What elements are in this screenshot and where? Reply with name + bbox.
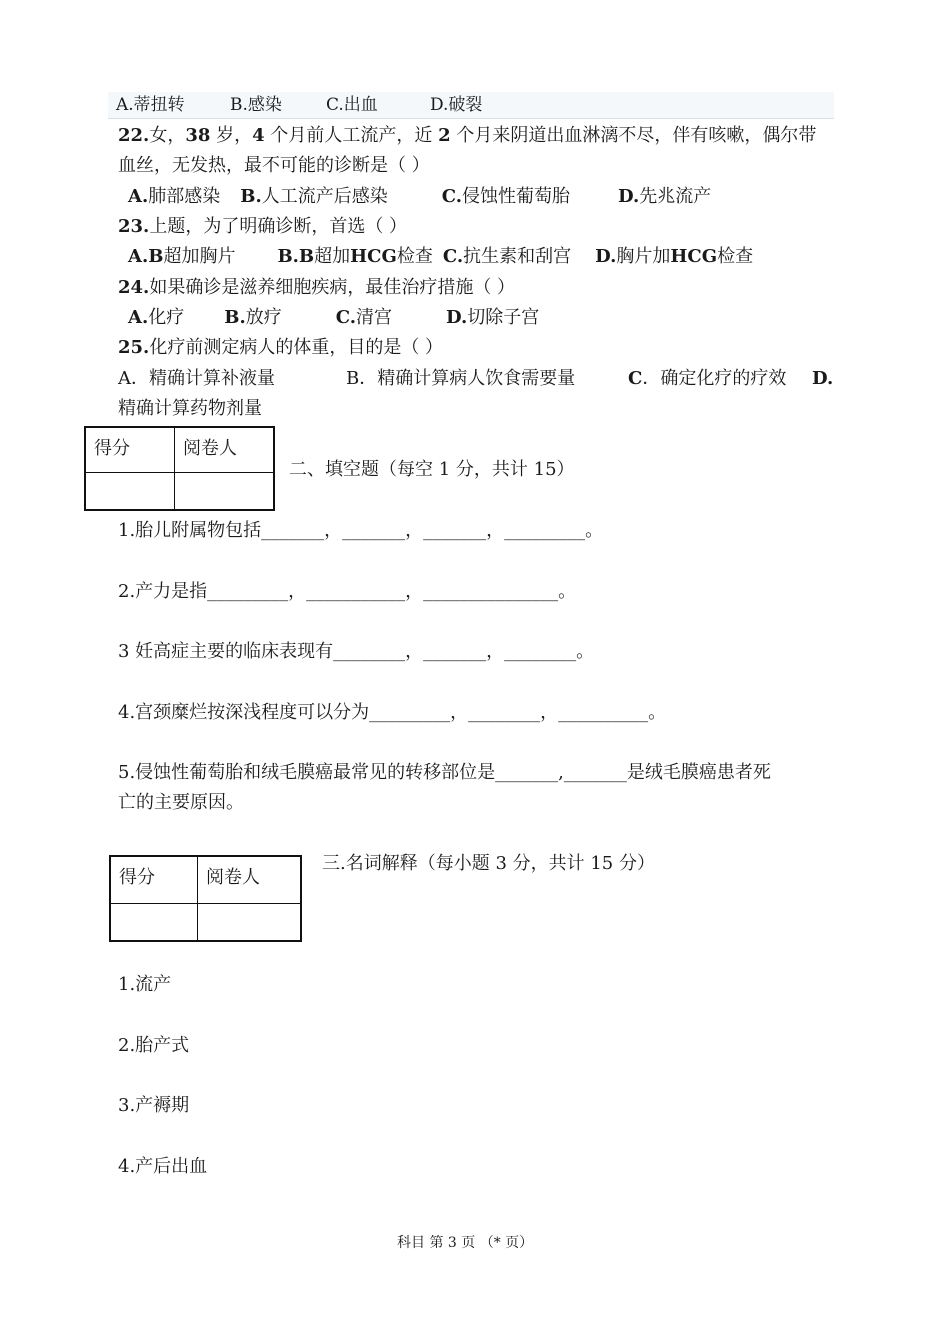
- grader-header: 阅卷人: [175, 427, 275, 473]
- q22-line1: [118, 121, 816, 151]
- q21-option-c: C.出血: [326, 95, 378, 115]
- q25-opt-b: B．精确计算病人饮食需要量: [346, 368, 576, 389]
- q23-opt-b-text1: 超加: [314, 246, 351, 267]
- q22-opt-d-letter: D.: [618, 186, 640, 207]
- q25-opt-d-letter: D.: [812, 368, 834, 389]
- q25-opt-c-text: ．确定化疗的疗效: [642, 368, 787, 389]
- q25-stem: [118, 333, 443, 363]
- q22-text-c: 岁，: [210, 125, 253, 146]
- fill-item-5-cont: 亡的主要原因。: [118, 792, 244, 813]
- grader-cell[interactable]: [175, 473, 275, 511]
- q24-options: [128, 303, 539, 333]
- q22-text-b: 38: [185, 125, 211, 146]
- q23-options: [128, 242, 753, 272]
- q25-opt-d-text: 精确计算药物剂量: [118, 398, 262, 419]
- q22-options: [128, 182, 711, 212]
- q24-opt-a-text: 化疗: [148, 307, 185, 328]
- q22-opt-c-text: 侵蚀性葡萄胎: [462, 186, 570, 207]
- q22-text-f: 2: [438, 125, 451, 146]
- q24-number: 24.: [118, 277, 150, 298]
- q25-opt-c-letter: C: [628, 368, 643, 389]
- q24-opt-a-letter: A.: [128, 307, 149, 328]
- q22-opt-a-letter: A.: [128, 186, 149, 207]
- section3-title: 三.名词解释（每小题 3 分，共计 15 分）: [322, 853, 655, 874]
- grader-cell[interactable]: [198, 904, 302, 942]
- score-table-section2: [84, 426, 275, 511]
- q24-text: 如果确诊是滋养细胞疾病，最佳治疗措施（ ）: [149, 277, 516, 298]
- q23-opt-d-letter: D.: [595, 246, 617, 267]
- q22-opt-a-text: 肺部感染: [148, 186, 221, 207]
- q21-option-a: A.蒂扭转: [116, 95, 185, 115]
- q21-option-b: B.感染: [230, 95, 282, 115]
- q21-option-d: D.破裂: [430, 95, 483, 115]
- q25-opt-c: [628, 364, 786, 394]
- q25-opt-a: A．精确计算补液量: [118, 368, 275, 389]
- score-cell[interactable]: [110, 904, 198, 942]
- q21-options-row: [108, 92, 834, 119]
- q24-opt-b-text: 放疗: [245, 307, 282, 328]
- q24-opt-c-letter: C.: [335, 307, 356, 328]
- q24-opt-d-letter: D.: [446, 307, 468, 328]
- q23-opt-c-letter: C.: [442, 246, 464, 267]
- term-item-2: 2.胎产式: [118, 1035, 190, 1056]
- q23-opt-c-text: 抗生素和刮宫: [463, 246, 572, 267]
- q24-opt-d-text: 切除子宫: [467, 307, 540, 328]
- term-item-3: 3.产褥期: [118, 1095, 190, 1116]
- fill-item-4: 4.宫颈糜烂按深浅程度可以分为_________，________，__________。: [118, 702, 667, 723]
- q23-opt-a-text: 超加胸片: [163, 246, 236, 267]
- score-header: 得分: [85, 427, 175, 473]
- term-item-1: 1.流产: [118, 974, 172, 995]
- q23-stem: [118, 212, 407, 242]
- score-header: 得分: [110, 856, 198, 904]
- q23-number: 23.: [118, 216, 150, 237]
- q25-text: 化疗前测定病人的体重，目的是（ ）: [149, 337, 444, 358]
- q22-opt-b-letter: B.: [240, 186, 262, 207]
- term-item-4: 4.产后出血: [118, 1156, 208, 1177]
- section2-title: 二、填空题（每空 1 分，共计 15）: [289, 459, 575, 480]
- q22-opt-c-letter: C.: [441, 186, 462, 207]
- fill-item-3: 3 妊高症主要的临床表现有________，_______，________。: [118, 641, 595, 662]
- fill-item-1: 1.胎儿附属物包括_______，_______，_______，_________。: [118, 520, 604, 541]
- q23-opt-d-text1: 胸片加: [616, 246, 671, 267]
- q22-opt-d-text: 先兆流产: [639, 186, 712, 207]
- q23-opt-b-text2: 检查: [396, 246, 433, 267]
- q23-opt-d-hcg: HCG: [670, 246, 718, 267]
- q23-opt-b-letter: B.B: [277, 246, 315, 267]
- score-table-section3: [109, 855, 302, 942]
- q24-opt-c-text: 清宫: [356, 307, 392, 328]
- q22-opt-b-text: 人工流产后感染: [261, 186, 388, 207]
- score-cell[interactable]: [85, 473, 175, 511]
- q22-text-e: 个月前人工流产，近: [264, 125, 439, 146]
- fill-item-5: 5.侵蚀性葡萄胎和绒毛膜癌最常见的转移部位是_______,_______是绒毛膜癌患者死: [118, 762, 771, 783]
- q25-number: 25.: [118, 337, 150, 358]
- q22-text-g: 个月来阴道出血淋漓不尽，伴有咳嗽，偶尔带: [450, 125, 817, 146]
- page-footer: 科目 第 3 页 （* 页）: [397, 1235, 534, 1251]
- grader-header: 阅卷人: [198, 856, 302, 904]
- q23-opt-b-hcg: HCG: [350, 246, 397, 267]
- q22-text-a: 女，: [149, 125, 186, 146]
- q22-text-d: 4: [252, 125, 265, 146]
- q23-opt-d-text2: 检查: [717, 246, 754, 267]
- q23-opt-a-letter: A.B: [128, 246, 164, 267]
- q22-number: 22.: [118, 125, 150, 146]
- q24-opt-b-letter: B.: [224, 307, 246, 328]
- fill-item-2: 2.产力是指_________，___________，_______________。: [118, 581, 577, 602]
- q22-line2: 血丝，无发热，最不可能的诊断是（ ）: [118, 155, 430, 176]
- q23-text: 上题，为了明确诊断，首选（ ）: [149, 216, 408, 237]
- q24-stem: [118, 273, 515, 303]
